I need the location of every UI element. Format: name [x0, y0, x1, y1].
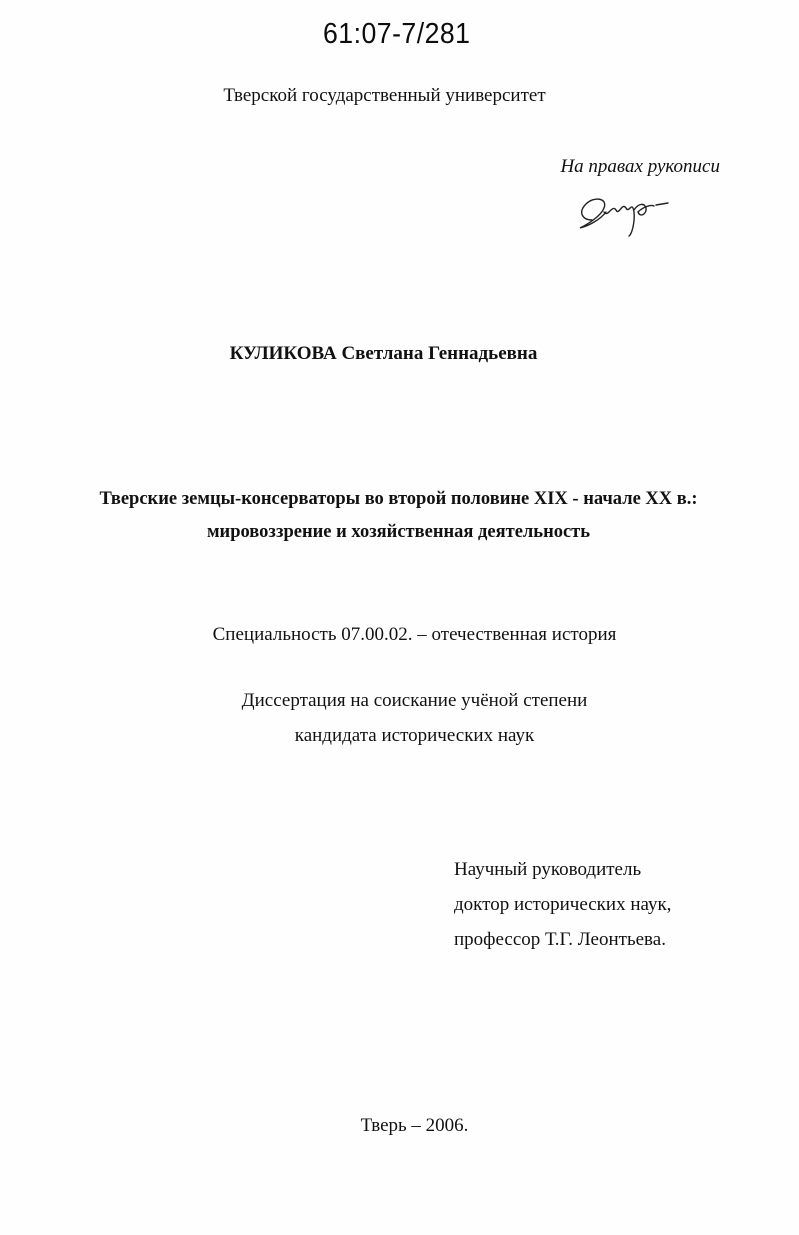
- supervisor-degree: доктор исторических наук,: [454, 894, 672, 915]
- archive-stamp: 61:07-7/281: [323, 18, 471, 50]
- author-name: КУЛИКОВА Светлана Геннадьевна: [229, 343, 538, 364]
- supervisor-name: профессор Т.Г. Леонтьева.: [454, 929, 666, 950]
- supervisor-label: Научный руководитель: [454, 859, 642, 880]
- university-name: Тверской государственный университет: [223, 85, 546, 106]
- handwritten-signature-icon: [574, 190, 674, 238]
- manuscript-rights: На правах рукописи: [560, 156, 720, 177]
- thesis-title-line-2: мировоззрение и хозяйственная деятельность: [206, 522, 591, 542]
- thesis-title-line-1: Тверские земцы-консерваторы во второй половине XIX - начале XX в.:: [99, 489, 698, 509]
- dissertation-degree-line-1: Диссертация на соискание учёной степени: [241, 690, 588, 711]
- dissertation-degree-line-2: кандидата исторических наук: [294, 725, 535, 746]
- place-and-year: Тверь – 2006.: [360, 1115, 469, 1136]
- specialty: Специальность 07.00.02. – отечественная история: [212, 624, 617, 645]
